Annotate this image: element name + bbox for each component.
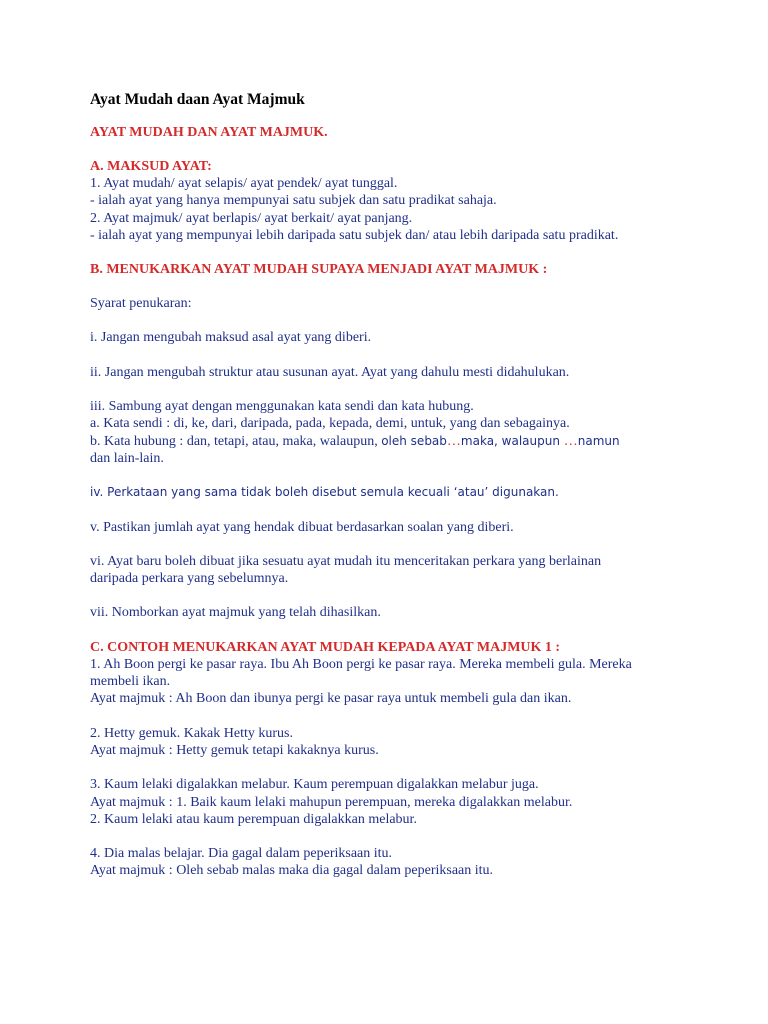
definition: / ayat berlapis/ ayat berkait/ ayat panjang.: [178, 210, 413, 226]
rule-3b-part-4: maka, walaupun: [460, 433, 564, 448]
rule-2: ii. Jangan mengubah struktur atau susunan ayat. Ayat yang dahulu mesti didahulukan.: [90, 364, 570, 380]
section-a-line-4: - ialah ayat yang mempunyai lebih daripada satu subjek dan/ atau lebih daripada satu pradikat.: [90, 227, 619, 243]
example-3-answer-1: Ayat majmuk : 1. Baik kaum lelaki mahupun perempuan, mereka digalakkan melabur.: [90, 794, 573, 810]
rule-3b-part-2: oleh sebab: [381, 433, 447, 448]
rule-3: iii. Sambung ayat dengan menggunakan kata sendi dan kata hubung.: [90, 399, 474, 415]
section-b-heading: B. MENUKARKAN AYAT MUDAH SUPAYA MENJADI AYAT MAJMUK :: [90, 262, 548, 278]
number: 2.: [90, 210, 104, 226]
example-1-answer: Ayat majmuk : Ah Boon dan ibunya pergi ke pasar raya untuk membeli gula dan ikan.: [90, 691, 572, 707]
example-4-line-1: 4. Dia malas belajar. Dia gagal dalam peperiksaan itu.: [90, 846, 393, 862]
term-ayat-mudah: Ayat mudah: [103, 176, 171, 191]
rule-4: iv. Perkataan yang sama tidak boleh disebut semula kecuali ‘atau’ digunakan.: [90, 485, 559, 500]
rule-3b-part-6: namun: [577, 433, 620, 448]
document-page: [90, 90, 750, 880]
rule-3b: [90, 433, 750, 450]
rule-1: i. Jangan mengubah maksud asal ayat yang diberi.: [90, 330, 372, 346]
rule-3b-continued: dan lain-lain.: [90, 450, 164, 466]
section-a-line-3: [90, 210, 750, 227]
syarat-label: Syarat penukaran:: [90, 296, 192, 312]
example-1-line-1: 1. Ah Boon pergi ke pasar raya. Ibu Ah Boon pergi ke pasar raya. Mereka membeli gula. Mereka: [90, 656, 632, 672]
example-1-line-2: membeli ikan.: [90, 674, 171, 690]
example-4-answer: Ayat majmuk : Oleh sebab malas maka dia gagal dalam peperiksaan itu.: [90, 863, 494, 879]
example-3-line-1: 3. Kaum lelaki digalakkan melabur. Kaum perempuan digalakkan melabur juga.: [90, 777, 539, 793]
number: 1.: [90, 176, 104, 191]
ellipsis-2: …: [563, 433, 578, 449]
term-ayat-majmuk: Ayat majmuk: [103, 210, 179, 226]
section-a-heading: A. MAKSUD AYAT:: [90, 159, 212, 174]
example-2-line-1: 2. Hetty gemuk. Kakak Hetty kurus.: [90, 725, 293, 741]
rule-7: vii. Nomborkan ayat majmuk yang telah dihasilkan.: [90, 605, 381, 621]
rule-5: v. Pastikan jumlah ayat yang hendak dibuat berdasarkan soalan yang diberi.: [90, 519, 514, 535]
definition: / ayat selapis/ ayat pendek/ ayat tunggal.: [170, 176, 398, 191]
rule-6-line-2: daripada perkara yang sebelumnya.: [90, 571, 289, 587]
section-a-line-1: [90, 175, 750, 192]
ellipsis-1: …: [446, 433, 461, 449]
example-2-answer: Ayat majmuk : Hetty gemuk tetapi kakaknya kurus.: [90, 742, 379, 758]
rule-6-line-1: vi. Ayat baru boleh dibuat jika sesuatu ayat mudah itu menceritakan perkara yang berlainan: [90, 553, 602, 569]
section-c-heading: C. CONTOH MENUKARKAN AYAT MUDAH KEPADA AYAT MAJMUK 1 :: [90, 639, 561, 655]
section-a-line-2: - ialah ayat yang hanya mempunyai satu subjek dan satu pradikat sahaja.: [90, 193, 497, 209]
example-3-answer-2: 2. Kaum lelaki atau kaum perempuan digalakkan melabur.: [90, 811, 417, 827]
rule-3b-part-1: b. Kata hubung : dan, tetapi, atau, maka, walaupun,: [90, 433, 382, 449]
main-heading: AYAT MUDAH DAN AYAT MAJMUK.: [90, 125, 328, 140]
rule-3a: a. Kata sendi : di, ke, dari, daripada, pada, kepada, demi, untuk, yang dan sebagainya.: [90, 416, 570, 432]
document-title: Ayat Mudah daan Ayat Majmuk: [90, 91, 305, 108]
